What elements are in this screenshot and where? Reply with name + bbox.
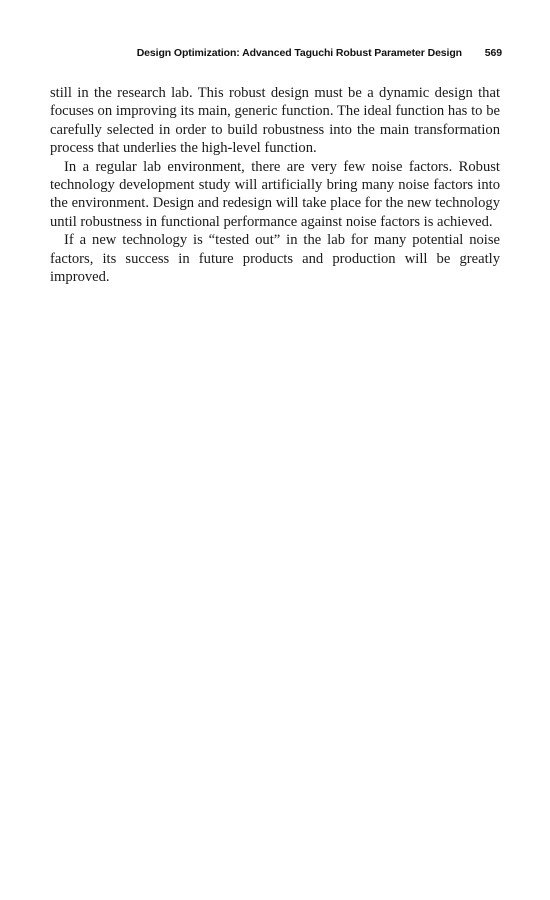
page-number: 569 xyxy=(484,47,502,59)
running-header xyxy=(50,47,502,63)
paragraph: In a regular lab environment, there are very few noise factors. Robust technology development study will artificially bring many noise factors into the environment. Design and redesign will take place for the new technology until robustness in functional performance against noise factors is achieved. xyxy=(50,158,500,230)
running-header-title: Design Optimization: Advanced Taguchi Robust Parameter Design xyxy=(136,47,462,59)
paragraph: If a new technology is “tested out” in the lab for many potential noise factors, its success in future products and production will be greatly improved. xyxy=(50,232,500,286)
body-text xyxy=(50,84,500,286)
paragraph-continued: still in the research lab. This robust design must be a dynamic design that focuses on improving its main, generic function. The ideal function has to be carefully selected in order to build robustness into the main transformation process that underlies the high-level function. xyxy=(50,85,500,157)
